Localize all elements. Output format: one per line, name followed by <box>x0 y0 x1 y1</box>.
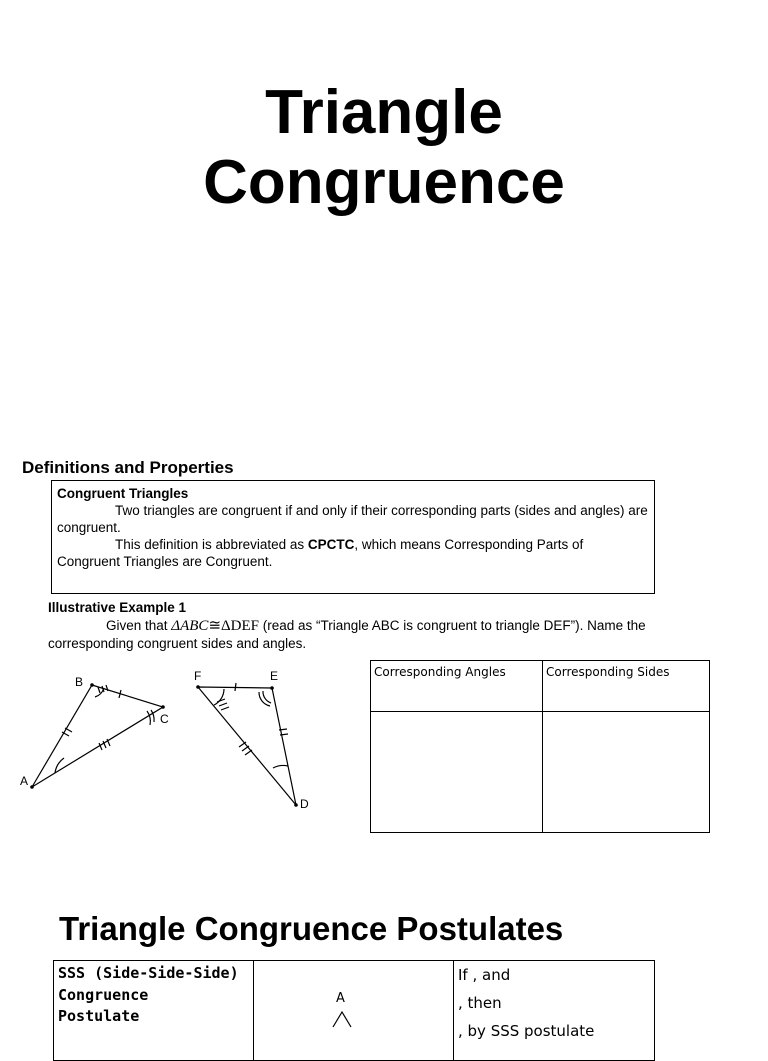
definition-text-2b: , which means Corresponding Parts of Congruent Triangles are Congruent. <box>57 537 584 569</box>
sss-name-line-1: SSS (Side-Side-Side) <box>58 964 239 982</box>
label-a: A <box>20 774 29 788</box>
sss-triangle-figure <box>254 961 452 1031</box>
sss-vertex-label: A <box>336 991 345 1006</box>
triangle-abc <box>32 685 163 787</box>
sss-name-line-2: Congruence <box>58 985 149 1004</box>
cpctc-term: CPCTC <box>307 537 355 552</box>
sss-figure-cell <box>254 961 454 1061</box>
definition-term: Congruent Triangles <box>57 486 189 501</box>
table-header-row <box>371 661 710 712</box>
sss-row <box>54 961 655 1061</box>
sss-text-line-2: , then <box>458 994 502 1012</box>
definition-box <box>51 480 655 594</box>
math-congruent-sign: ≅ <box>208 618 222 634</box>
sides-answer-cell[interactable] <box>543 712 710 833</box>
sss-name-cell <box>54 961 254 1061</box>
definitions-heading: Definitions and Properties <box>22 458 234 477</box>
sss-text-cell <box>454 961 655 1061</box>
triangle-figure <box>15 665 325 815</box>
math-def: ΔDEF <box>221 618 259 634</box>
corresponding-parts-table <box>370 660 710 833</box>
label-d: D <box>300 797 309 811</box>
label-c: C <box>160 712 169 726</box>
sss-name-line-3: Postulate <box>58 1007 140 1025</box>
label-f: F <box>194 669 202 683</box>
postulates-table <box>53 960 655 1061</box>
example-text <box>48 617 708 652</box>
example-post: (read as “Triangle ABC is congruent to triangle DEF”). Name the corresponding congruent sides and angles. <box>48 618 646 651</box>
definition-text-2a: This definition is abbreviated as <box>115 537 308 552</box>
sss-text-line-1: If , and <box>458 966 511 984</box>
table-row <box>371 712 710 833</box>
example-heading: Illustrative Example 1 <box>48 600 187 615</box>
title-line-1: Triangle <box>265 78 503 147</box>
title-line-2: Congruence <box>203 148 565 217</box>
sss-text-line-3: , by SSS postulate <box>458 1022 595 1040</box>
label-e: E <box>270 669 279 683</box>
label-b: B <box>75 675 84 689</box>
header-corresponding-sides: Corresponding Sides <box>543 661 710 712</box>
definition-line-2 <box>57 536 649 570</box>
triangle-fed <box>198 687 296 805</box>
postulates-heading: Triangle Congruence Postulates <box>59 910 564 947</box>
page-title <box>0 78 768 218</box>
definition-text-1: Two triangles are congruent if and only if their corresponding parts (sides and angles) are congruent. <box>57 503 648 535</box>
angles-answer-cell[interactable] <box>371 712 543 833</box>
header-corresponding-angles: Corresponding Angles <box>371 661 543 712</box>
definition-line-1 <box>57 502 649 536</box>
example-pre: Given that <box>106 618 172 633</box>
math-abc: ΔABC <box>171 618 209 634</box>
